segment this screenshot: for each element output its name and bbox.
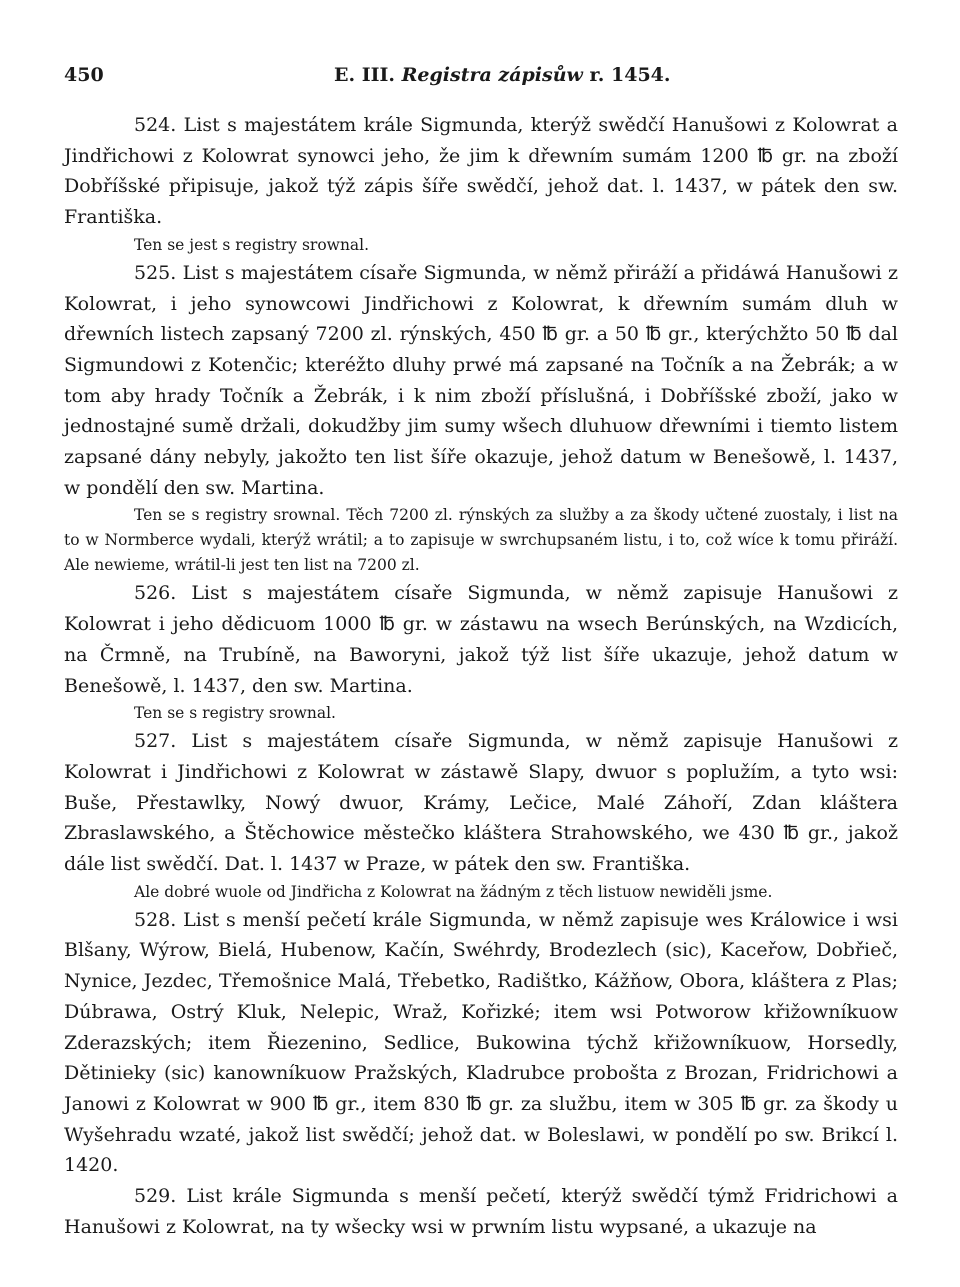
entry-text: List s majestátem císaře Sigmunda, w němž přiráží a přidáwá Hanušowi z Kolowrat, i jeho synowcowi Jindřichowi z Kolowrat, k dřewním sumám dluh w dřewních listech zapsaný 7200 zl. rýnských, 450 ℔ gr. a 50 ℔ gr., kterýchžto 50 ℔ dal Sigmundowi z Kotenčic; kteréžto dluhy prwé má zapsané na Točník a na Žebrák; a w tom aby hrady Točník a Žebrák, i k nim zboží příslušná, i Dobříšské zboží, jako w jednostajné sumě držali, dokudžby jim sumy wšech dluhuow dřewními i tiemto listem zapsané dány nebyly, jakožto ten list šíře okazuje, jehož datum w Benešowě, l. 1437, w pondělí den sw. Martina.: [64, 261, 898, 499]
entry-text: List s majestátem krále Sigmunda, kterýž swědčí Hanušowi z Kolowrat a Jindřichowi z Kolowrat synowci jeho, že jim k dřewním sumám 1200 ℔ gr. na zboží Dobříšské připisuje, jakož týž zápis šíře swědčí, jehož dat. l. 1437, w pátek den sw. Františka.: [64, 114, 898, 229]
entry-525: [64, 258, 898, 504]
entry-524: [64, 110, 898, 233]
header-title: [334, 64, 898, 86]
entry-note: [64, 503, 898, 578]
header-section: E. III.: [334, 64, 395, 86]
running-head: [64, 64, 898, 94]
entry-526: [64, 578, 898, 701]
entry-number: 526.: [134, 582, 177, 605]
entry-529: [64, 1181, 898, 1242]
page-content: [64, 110, 898, 1243]
header-italic-title: Registra zápisůw: [401, 64, 583, 86]
entry-text: List s menší pečetí krále Sigmunda, w němž zapisuje wes Králowice i wsi Blšany, Wýrow, Bielá, Hubenow, Kačín, Swéhrdy, Brodezlech (sic), Kaceřow, Dobřieč, Nynice, Jezdec, Třemošnice Malá, Třebetko, Radištko, Kážňow, Obora, kláštera z Plas; Dúbrawa, Ostrý Kluk, Nelepic, Wraž, Kořizké; item wsi Potworow křižowníkuow Zderazských; item Řiezenino, Sedlice, Bukowina týchž křižowníkuow, Horsedly, Dětinieky (sic) kanowníkuow Pražských, Kladrubce probošta z Brozan, Fridrichowi a Janowi z Kolowrat w 900 ℔ gr., item 830 ℔ gr. za službu, item w 305 ℔ gr. za škody u Wyšehradu wzaté, jakož list swědčí; jehož dat. w Boleslawi, w pondělí po sw. Brikcí l. 1420.: [64, 908, 898, 1177]
entry-number: 529.: [134, 1185, 177, 1208]
entry-number: 524.: [134, 114, 177, 136]
entry-527: [64, 726, 898, 880]
header-year: r. 1454.: [589, 64, 671, 86]
entry-note: Ale dobré wuole od Jindřicha z Kolowrat na žádným z těch listuow newiděli jsme.: [134, 882, 773, 901]
entry-text: List krále Sigmunda s menší pečetí, kterýž swědčí týmž Fridrichowi a Hanušowi z Kolowrat, na ty wšecky wsi w prwním listu wypsané, a ukazuje na: [64, 1185, 898, 1238]
entry-number: 528.: [134, 908, 177, 931]
page-number: 450: [64, 64, 104, 86]
entry-number: 527.: [134, 730, 177, 753]
entry-text: List s majestátem císaře Sigmunda, w němž zapisuje Hanušowi z Kolowrat i jeho dědicuom 1000 ℔ gr. w zástawu na wsech Berúnských, na Wzdicích, na Črmně, na Trubíně, na Baworyni, jakož týž list šíře ukazuje, jehož datum w Benešowě, l. 1437, den sw. Martina.: [64, 582, 898, 697]
entry-note: Ten se s registry srownal.: [134, 704, 336, 723]
entry-number: 525.: [134, 261, 177, 284]
entry-note-text: Ten se s registry srownal. Těch 7200 zl. rýnských za služby a za škody učtené zuostaly, i list na to w Normberce wydali, kterýž wrátil; a to zapisuje w swrchupsaném listu, i to, což wíce k tomu přiráží. Ale newieme, wrátil-li jest ten list na 7200 zl.: [64, 506, 898, 575]
entry-text: List s majestátem císaře Sigmunda, w němž zapisuje Hanušowi z Kolowrat i Jindřichowi z Kolowrat w zástawě Slapy, dwuor s poplužím, a tyto wsi: Buše, Přestawlky, Nowý dwuor, Krámy, Lečice, Malé Záhoří, Zdan kláštera Zbraslawského, a Štěchowice městečko kláštera Strahowského, we 430 ℔ gr., jakož dále list swědčí. Dat. l. 1437 w Praze, w pátek den sw. Františka.: [64, 730, 898, 876]
entry-528: [64, 905, 898, 1181]
entry-note: Ten se jest s registry srownal.: [134, 235, 370, 254]
